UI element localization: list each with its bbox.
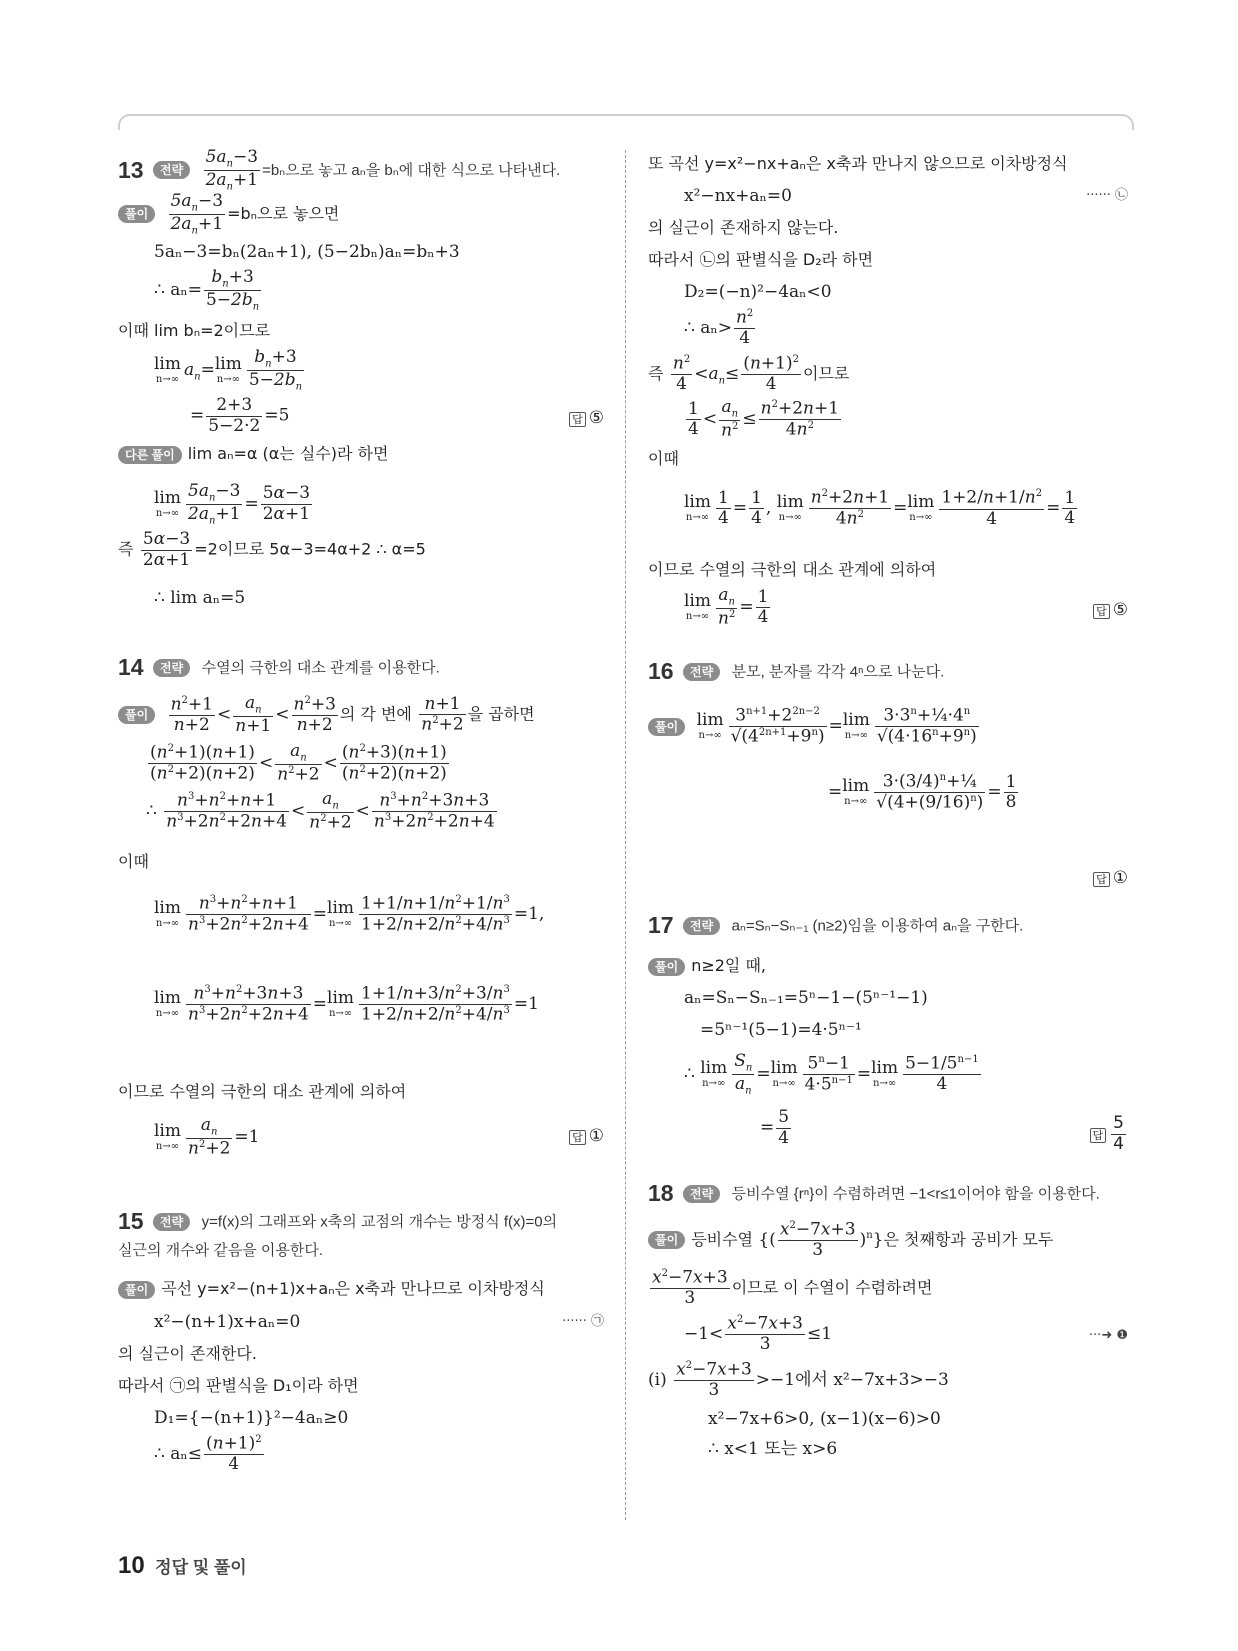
equation-line: $\frac{(n^2+1)(n+1)}{(n^2+2)(n+2)}$ < $\frac{a_n}{n^2+2}$ < $\frac{(n^2+3)(n+1)}{(n^2+2)(n+2)}$ [150,741,447,785]
strategy-text: y=f(x)의 그래프와 x축의 교점의 개수는 방정식 f(x)=0의 [201,1213,558,1231]
alt-solution-tag: 다른 풀이 [118,446,182,464]
problem-number: 15 [118,1208,144,1234]
strategy-text: aₙ=Sₙ−Sₙ₋₁ (n≥2)임을 이용하여 aₙ을 구한다. [731,917,1024,935]
strategy-text: 수열의 극한의 대소 관계를 이용한다. [201,659,440,677]
problem-number: 14 [118,654,144,680]
equation-line: D₂=(−n)²−4aₙ<0 [684,282,832,302]
fraction: $\frac{5a_n-3}{2a_n+1}$ [170,191,224,237]
equation-line: lim n→∞ $\frac{a_n}{n^2+2}$ =1 답 ① [154,1115,604,1159]
right-column [648,148,1132,1464]
equation-line: $\frac{x^2-7x+3}{3}$ 이므로 이 수열이 수렴하려면 [652,1267,933,1309]
problem-16-header [648,658,1132,698]
equation-line: lim n→∞ $\frac{1}{4}$ = $\frac{1}{4}$ , lim n→∞ $\frac{n^2+2n+1}{4n^2}$ = lim n→∞ $\frac{1+2/n+1/n^2}{4}$ = $\frac{1}{4}$ [684,487,1076,529]
strategy-tag: 전략 [683,917,720,935]
equation-line: ∴ aₙ> $\frac{n^2}{4}$ [684,307,754,349]
problem-14-header [118,654,608,694]
solution-intro [118,192,608,236]
equation-line: = $\frac{5}{4}$ 답 $\frac{5}{4}$ [648,1108,1132,1158]
answer-mark: 답 ① [1093,868,1128,888]
solution-tag: 풀이 [118,706,155,724]
fraction: $\frac{5a_n-3}{2a_n+1}$ [188,481,241,527]
strategy-text-cont: 실근의 개수와 같음을 이용한다. [118,1242,324,1259]
equation-line: ∴ aₙ≤ $\frac{(n+1)^2}{4}$ [154,1433,262,1475]
equation-line: lim n→∞ $\frac{n^3+n^2+3n+3}{n^3+2n^2+2n+4}$ = lim n→∞ $\frac{1+1/n+3/n^2+3/n^3}{1+2/n+2/n^2+4/n^3}$ =1 [154,983,539,1025]
problem-18-header [648,1180,1132,1220]
strategy-text: 등비수열 {rⁿ}이 수렴하려면 −1<r≤1이어야 함을 이용한다. [731,1185,1100,1203]
equation-line: ∴ lim n→∞ $\frac{S_n}{a_n}$ = lim n→∞ $\frac{5^n-1}{4\cdot 5^{n-1}}$ = lim n→∞ $\frac{5-1/5^{n-1}}{4}$ [684,1051,979,1097]
solution-intro: 풀이 n≥2일 때, [648,950,1132,982]
answer-mark: 답 $\frac{5}{4}$ [1090,1114,1128,1154]
equation-line: =5ⁿ⁻¹(5−1)=4·5ⁿ⁻¹ [700,1020,862,1040]
problem-13-header [118,147,608,193]
solution-intro: 풀이 $\frac{n^2+1}{n+2}$ < $\frac{a_n}{n+1}$ < $\frac{n^2+3}{n+2}$ 의 각 변에 $\frac{n+1}{n^2+2}$ 을 곱하면 [118,694,608,742]
alt-solution-intro: 다른 풀이 lim aₙ=α (α는 실수)라 하면 [118,444,608,482]
strategy-tag: 전략 [153,161,190,179]
strategy-tag: 전략 [683,1185,720,1203]
footer-label: 정답 및 풀이 [155,1558,247,1577]
top-decorative-bar [118,114,1134,130]
fraction: $\frac{5\alpha-3}{2\alpha+1}$ [142,529,191,570]
answer-row [648,858,1132,908]
text-line: 이때 [648,449,679,468]
answer-mark: 답 ⑤ [569,408,604,428]
equation-line: (ⅰ) $\frac{x^2-7x+3}{3}$ >−1에서 x²−7x+3>−3 [648,1359,949,1401]
equation-line: x²−(n+1)x+aₙ=0 ······ ㉠ [154,1312,604,1332]
problem-17-header [648,912,1132,950]
equation-line: aₙ=Sₙ−Sₙ₋₁=5ⁿ−1−(5ⁿ⁻¹−1) [684,988,928,1008]
problem-number: 16 [648,658,674,684]
lim-symbol: lim n→∞ [154,353,181,385]
equation-line: x²−nx+aₙ=0 ······ ㉡ [684,186,1128,206]
equation-line: ∴ $\frac{n^3+n^2+n+1}{n^3+2n^2+2n+4}$ < $\frac{a_n}{n^2+2}$ < $\frac{n^3+n^2+3n+3}{n^3+2n^2+2n+4}$ [146,789,495,833]
equation-line: = lim n→∞ $\frac{3\cdot(3/4)^n+\frac{1}{4}}{√(4+(9/16)^n)}$ = $\frac{1}{8}$ [828,771,1017,813]
strategy-tag: 전략 [153,1213,190,1231]
page-footer [118,1552,247,1580]
solution-tag: 풀이 [118,205,155,223]
fraction: $\frac{2+3}{5-2\cdot 2}$ [208,395,261,436]
solution-tag: 풀이 [648,718,685,736]
solution-tag: 풀이 [648,958,685,976]
equation-line: lim n→∞ $\frac{5a_n-3}{2a_n+1}$ = $\frac{5\alpha-3}{2\alpha+1}$ [154,481,311,527]
equation-line: $\frac{1}{4}$ < $\frac{a_n}{n^2}$ ≤ $\frac{n^2+2n+1}{4n^2}$ [688,397,840,441]
strategy-text: 분모, 분자를 각각 4ⁿ으로 나눈다. [731,663,945,681]
equation-line: lim n→∞ $a_n=$ lim n→∞ $\frac{b_n+3}{5-2b_n}$ [154,347,303,393]
equation-line: 즉 $\frac{5\alpha-3}{2\alpha+1}$ =2이므로 5α−3=4α+2 ∴ α=5 [118,529,426,570]
strategy-tag: 전략 [153,659,190,677]
equation-line: = $\frac{2+3}{5-2\cdot 2}$ =5 답 ⑤ [190,395,604,436]
problem-15-header [118,1208,608,1242]
equation-line: lim n→∞ $\frac{a_n}{n^2}$ = $\frac{1}{4}$ 답 ⑤ [684,585,1128,629]
solution-tag: 풀이 [648,1231,685,1249]
equation-line: ∴ aₙ= $\frac{b_n+3}{5-2b_n}$ [154,267,260,313]
solution-tag: 풀이 [118,1281,155,1299]
equation-line: ∴ x<1 또는 x>6 [708,1439,838,1459]
fraction: $\frac{5a_n-3}{2a_n+1}$ [205,147,259,193]
text-line: 따라서 ㉡의 판별식을 D₂라 하면 [648,250,874,269]
equation-line: 풀이 lim n→∞ $\frac{3^{n+1}+2^{2n-2}}{√(4^{2n+1}+9^n)}$ = lim n→∞ $\frac{3\cdot 3^n+\frac{1}{4}\cdot 4^n}{√(4\cdot 16^n+9^n)}$ [648,698,1132,772]
answer-mark: 답 ① [569,1126,604,1146]
text-line: 이때 [118,852,149,871]
strategy-text: =bₙ으로 놓고 aₙ을 bₙ에 대한 식으로 나타낸다. [262,161,561,179]
solution-intro: 풀이 곡선 y=x²−(n+1)x+aₙ은 x축과 만나므로 이차방정식 [118,1272,608,1306]
text-line: 또 곡선 y=x²−nx+aₙ은 x축과 만나지 않으므로 이차방정식 [648,154,1068,173]
fraction: $\frac{5\alpha-3}{2\alpha+1}$ [262,483,311,524]
equation-line: ∴ lim aₙ=5 [154,588,246,608]
equation-line: 즉 $\frac{n^2}{4}$ $<a_n\le$ $\frac{(n+1)^2}{4}$ 이므로 [648,353,850,395]
text-line: 따라서 ㉠의 판별식을 D₁이라 하면 [118,1376,359,1395]
fraction: $\frac{b_n+3}{5-2b_n}$ [205,267,260,313]
strategy-tag: 전략 [683,663,720,681]
fraction: $\frac{b_n+3}{5-2b_n}$ [248,347,303,393]
equation-line: lim n→∞ $\frac{n^3+n^2+n+1}{n^3+2n^2+2n+4}$ = lim n→∞ $\frac{1+1/n+1/n^2+1/n^3}{1+2/n+2/n^2+4/n^3}$ =1, [154,893,545,935]
text-line: 의 실근이 존재한다. [118,1344,257,1363]
problem-number: 13 [118,156,144,183]
equation-line: x²−7x+6>0, (x−1)(x−6)>0 [708,1409,941,1429]
equation-line: 5aₙ−3=bₙ(2aₙ+1), (5−2bₙ)aₙ=bₙ+3 [154,242,460,262]
solution-text: =bₙ으로 놓으면 [227,203,340,223]
equation-line: D₁={−(n+1)}²−4aₙ≥0 [154,1408,349,1428]
text-line: 의 실근이 존재하지 않는다. [648,218,839,237]
problem-number: 17 [648,912,674,938]
answer-mark: 답 ⑤ [1093,600,1128,620]
left-column [118,148,608,1480]
column-divider [625,150,626,1520]
text-line: 이때 lim bₙ=2이므로 [118,321,271,340]
page-number: 10 [118,1552,145,1579]
solution-intro: 풀이 등비수열 {( $\frac{x^2-7x+3}{3}$ )$^n$}은 첫째항과 공비가 모두 [648,1220,1132,1268]
text-line: 이므로 수열의 극한의 대소 관계에 의하여 [648,560,937,579]
equation-line: −1< $\frac{x^2-7x+3}{3}$ ≤1 ···➜ ❶ [684,1313,1128,1355]
text-line: 이므로 수열의 극한의 대소 관계에 의하여 [118,1082,407,1101]
problem-number: 18 [648,1180,674,1206]
